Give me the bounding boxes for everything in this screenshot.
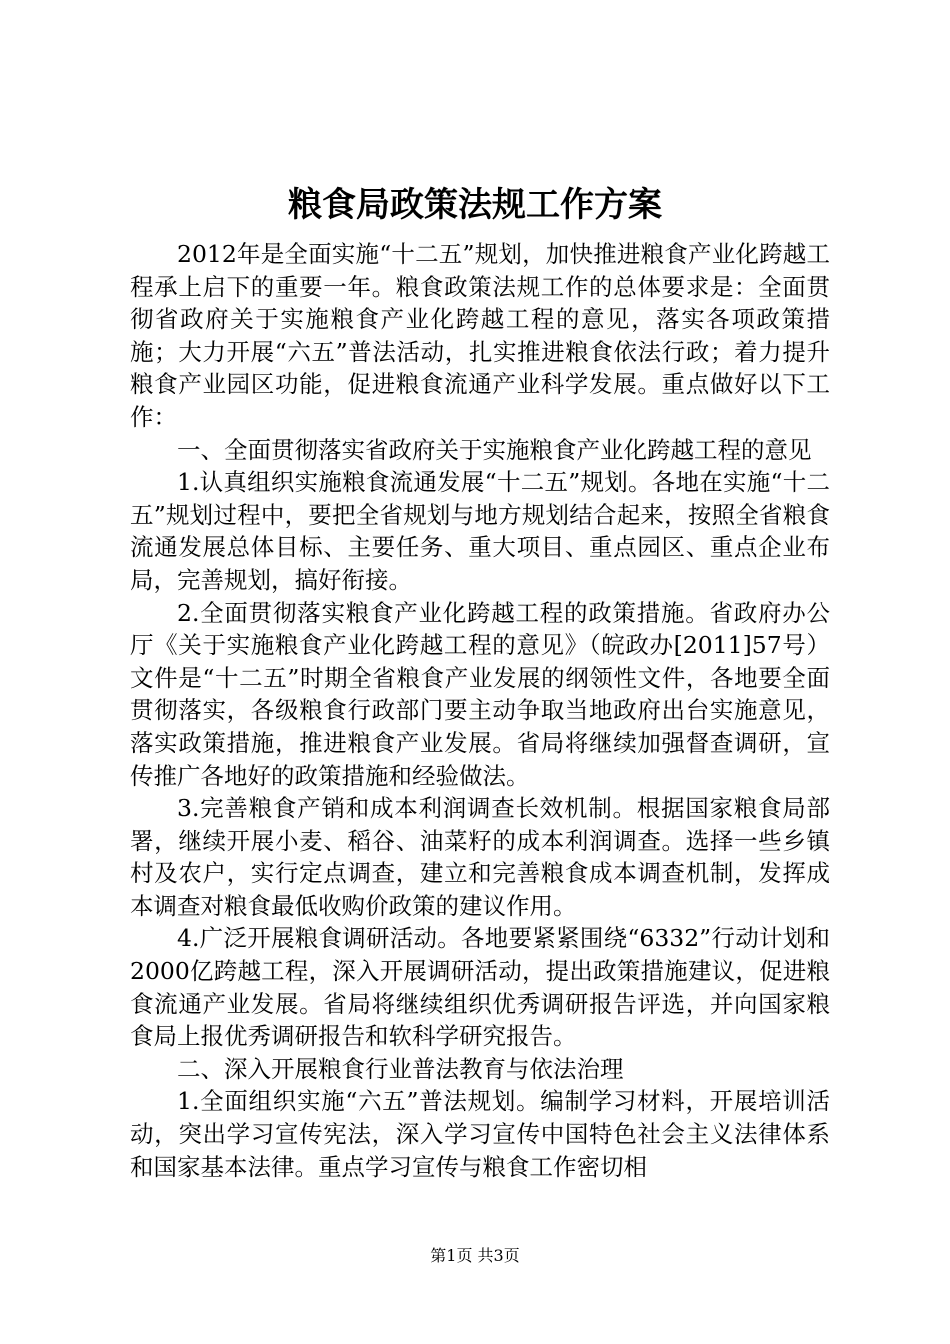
paragraph-2-1: 1.全面组织实施“六五”普法规划。编制学习材料，开展培训活动，突出学习宣传宪法，深入学习宣传中国特色社会主义法律体系和国家基本法律。重点学习宣传与粮食工作密切相 bbox=[130, 1087, 830, 1181]
paragraph-1-4: 4.广泛开展粮食调研活动。各地要紧紧围绕“6332”行动计划和2000亿跨越工程，深入开展调研活动，提出政策措施建议，促进粮食流通产业发展。省局将继续组织优秀调研报告评选，并向国家粮食局上报优秀调研报告和软科学研究报告。 bbox=[130, 924, 830, 1051]
page-number-footer: 第1页 共3页 bbox=[430, 1246, 520, 1265]
paragraph-1-2: 2.全面贯彻落实粮食产业化跨越工程的政策措施。省政府办公厅《关于实施粮食产业化跨越工程的意见》（皖政办[2011]57号）文件是“十二五”时期全省粮食产业发展的纲领性文件，各地要全面贯彻落实，各级粮食行政部门要主动争取当地政府出台实施意见，落实政策措施，推进粮食产业发展。省局将继续加强督查调研，宣传推广各地好的政策措施和经验做法。 bbox=[130, 598, 830, 790]
document-title: 粮食局政策法规工作方案 bbox=[288, 185, 662, 225]
section-heading-1: 一、全面贯彻落实省政府关于实施粮食产业化跨越工程的意见 bbox=[177, 435, 812, 464]
paragraph-1-1: 1.认真组织实施粮食流通发展“十二五”规划。各地在实施“十二五”规划过程中，要把全省规划与地方规划结合起来，按照全省粮食流通发展总体目标、主要任务、重大项目、重点园区、重点企业布局，完善规划，搞好衔接。 bbox=[130, 468, 830, 594]
section-heading-2: 二、深入开展粮食行业普法教育与依法治理 bbox=[177, 1054, 624, 1083]
paragraph-1-3: 3.完善粮食产销和成本利润调查长效机制。根据国家粮食局部署，继续开展小麦、稻谷、油菜籽的成本利润调查。选择一些乡镇村及农户，实行定点调查，建立和完善粮食成本调查机制，发挥成本调查对粮食最低收购价政策的建议作用。 bbox=[130, 794, 830, 920]
paragraph-intro: 2012年是全面实施“十二五”规划，加快推进粮食产业化跨越工程承上启下的重要一年。粮食政策法规工作的总体要求是：全面贯彻省政府关于实施粮食产业化跨越工程的意见，落实各项政策措施；大力开展“六五”普法活动，扎实推进粮食依法行政；着力提升粮食产业园区功能，促进粮食流通产业科学发展。重点做好以下工作： bbox=[130, 240, 830, 431]
document-body bbox=[130, 238, 830, 1183]
